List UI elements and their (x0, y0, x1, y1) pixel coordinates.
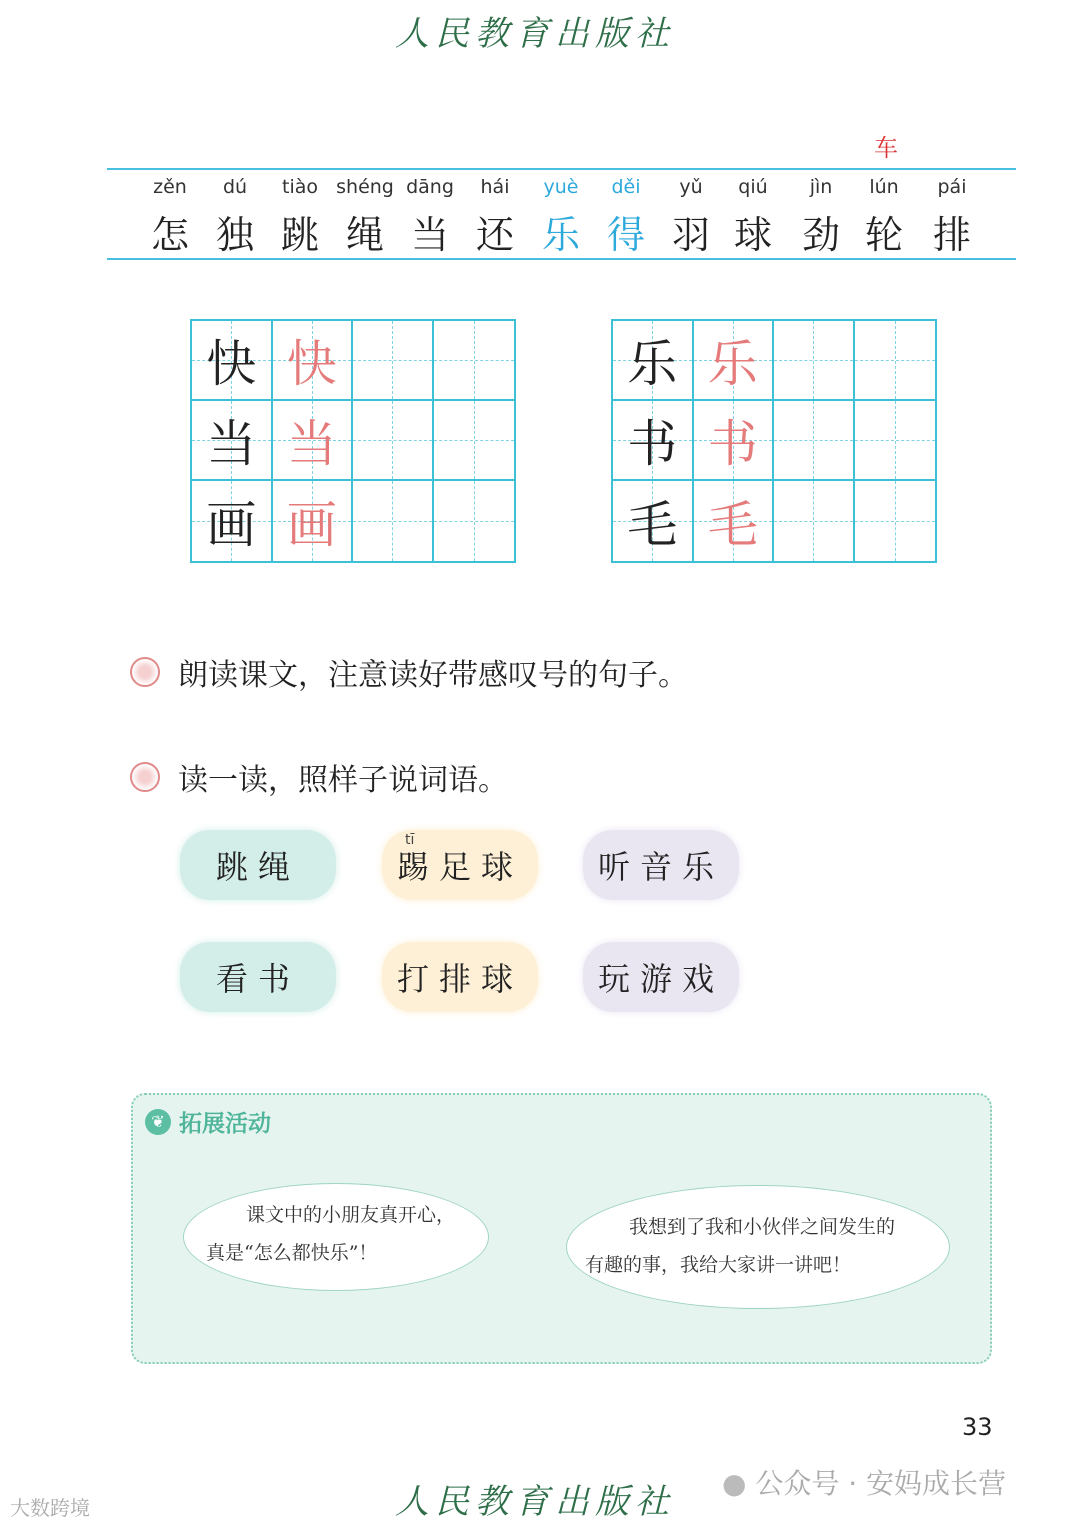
blank-writing-cell (855, 481, 936, 561)
trace-char-cell (273, 401, 354, 481)
writing-grid-left (190, 319, 516, 563)
seal-icon (130, 657, 160, 687)
hanzi: 羽 (671, 213, 710, 257)
pinyin: hái (480, 176, 510, 198)
vocab-item (200, 176, 270, 259)
hanzi: 球 (733, 213, 772, 257)
hanzi: 绳 (345, 213, 384, 257)
grid-char: 当 (286, 415, 337, 473)
pinyin: lún (869, 176, 899, 198)
extension-title-text: 拓展活动 (179, 1111, 271, 1137)
hanzi: 独 (215, 213, 254, 257)
hanzi: 跳 (280, 213, 319, 257)
pinyin: qiú (738, 176, 768, 198)
watermark-right (722, 1462, 1006, 1502)
watermark-left: 大数跨境 (10, 1496, 90, 1520)
hanzi: 排 (932, 213, 971, 257)
bubble-line: 我想到了我和小伙伴之间发生的 (629, 1216, 896, 1238)
vocab-item (786, 176, 856, 259)
blank-writing-cell (434, 401, 515, 481)
pinyin: dāng (406, 176, 454, 198)
bubble-line: 真是“怎么都快乐”！ (206, 1242, 378, 1264)
pinyin: dú (222, 176, 248, 198)
task-text: 朗读课文，注意读好带感叹号的句子。 (178, 658, 688, 693)
watermark-right-text: 公众号 · 安妈成长营 (755, 1467, 1007, 1500)
divider-top (107, 168, 1016, 170)
extension-title (145, 1105, 271, 1138)
phrase-pill: 听音乐 (583, 830, 739, 900)
writing-grid-right (611, 319, 937, 563)
grid-char: 画 (286, 496, 337, 554)
pinyin: zěn (153, 176, 187, 198)
publisher-logo-bottom: 人民教育出版社 (395, 1482, 675, 1522)
wechat-icon: ● (722, 1467, 747, 1500)
phrase-pill: 看书 (180, 942, 336, 1012)
vocab-item (460, 176, 530, 259)
speech-bubble-right (566, 1185, 950, 1309)
vocab-item (917, 176, 987, 259)
hanzi: 当 (410, 213, 449, 257)
pinyin: tiào (282, 176, 318, 198)
phrase-pill: 跳绳 (180, 830, 336, 900)
pinyin: yǔ (679, 176, 703, 198)
blank-writing-cell (774, 321, 855, 401)
trace-char-cell (273, 481, 354, 561)
phrase-pill: 打排球 (382, 942, 538, 1012)
vocab-item (718, 176, 788, 259)
publisher-logo-top: 人民教育出版社 (395, 14, 675, 54)
pinyin: pái (937, 176, 967, 198)
vocab-item (526, 176, 596, 259)
pinyin: yuè (543, 176, 579, 198)
grid-char: 乐 (627, 335, 678, 393)
vocab-item (656, 176, 726, 259)
hanzi: 轮 (864, 213, 903, 257)
bubble-line: 课文中的小朋友真开心， (246, 1204, 456, 1226)
hanzi: 得 (606, 213, 645, 257)
task-text: 读一读，照样子说词语。 (178, 763, 508, 798)
model-char-cell (613, 401, 694, 481)
vocab-item (591, 176, 661, 259)
hanzi: 还 (475, 213, 514, 257)
task-read-aloud (130, 650, 688, 694)
grid-char: 画 (206, 496, 257, 554)
pinyin-ti: tī (405, 832, 415, 848)
leaf-icon: ❦ (145, 1109, 171, 1135)
grid-char: 快 (206, 335, 257, 393)
extension-activity-box (131, 1093, 992, 1364)
blank-writing-cell (855, 321, 936, 401)
blank-writing-cell (434, 321, 515, 401)
vocab-item (395, 176, 465, 259)
task-phrases (130, 755, 508, 799)
trace-char-cell (694, 321, 775, 401)
trace-char-cell (273, 321, 354, 401)
vocab-item (265, 176, 335, 259)
trace-char-cell (694, 481, 775, 561)
correction-note: 车 (874, 134, 898, 162)
pinyin: děi (611, 176, 641, 198)
blank-writing-cell (353, 321, 434, 401)
phrase-pill: 玩游戏 (583, 942, 739, 1012)
hanzi: 劲 (801, 213, 840, 257)
model-char-cell (192, 321, 273, 401)
seal-icon (130, 762, 160, 792)
grid-char: 快 (286, 335, 337, 393)
vocab-item (135, 176, 205, 259)
grid-char: 毛 (707, 496, 758, 554)
speech-bubble-left (183, 1183, 489, 1291)
grid-char: 书 (707, 415, 758, 473)
grid-char: 毛 (627, 496, 678, 554)
pinyin: shéng (336, 176, 394, 198)
blank-writing-cell (434, 481, 515, 561)
vocab-item (849, 176, 919, 259)
hanzi: 怎 (150, 213, 189, 257)
model-char-cell (613, 321, 694, 401)
blank-writing-cell (774, 481, 855, 561)
phrase-pill: 踢足球 (382, 830, 538, 900)
hanzi: 乐 (541, 213, 580, 257)
grid-char: 书 (627, 415, 678, 473)
model-char-cell (192, 481, 273, 561)
blank-writing-cell (855, 401, 936, 481)
blank-writing-cell (774, 401, 855, 481)
vocab-item (330, 176, 400, 259)
trace-char-cell (694, 401, 775, 481)
grid-char: 乐 (707, 335, 758, 393)
pinyin: jìn (809, 176, 833, 198)
bubble-line: 有趣的事，我给大家讲一讲吧！ (585, 1254, 852, 1276)
blank-writing-cell (353, 481, 434, 561)
blank-writing-cell (353, 401, 434, 481)
grid-char: 当 (206, 415, 257, 473)
model-char-cell (192, 401, 273, 481)
model-char-cell (613, 481, 694, 561)
page-number: 33 (962, 1413, 993, 1441)
